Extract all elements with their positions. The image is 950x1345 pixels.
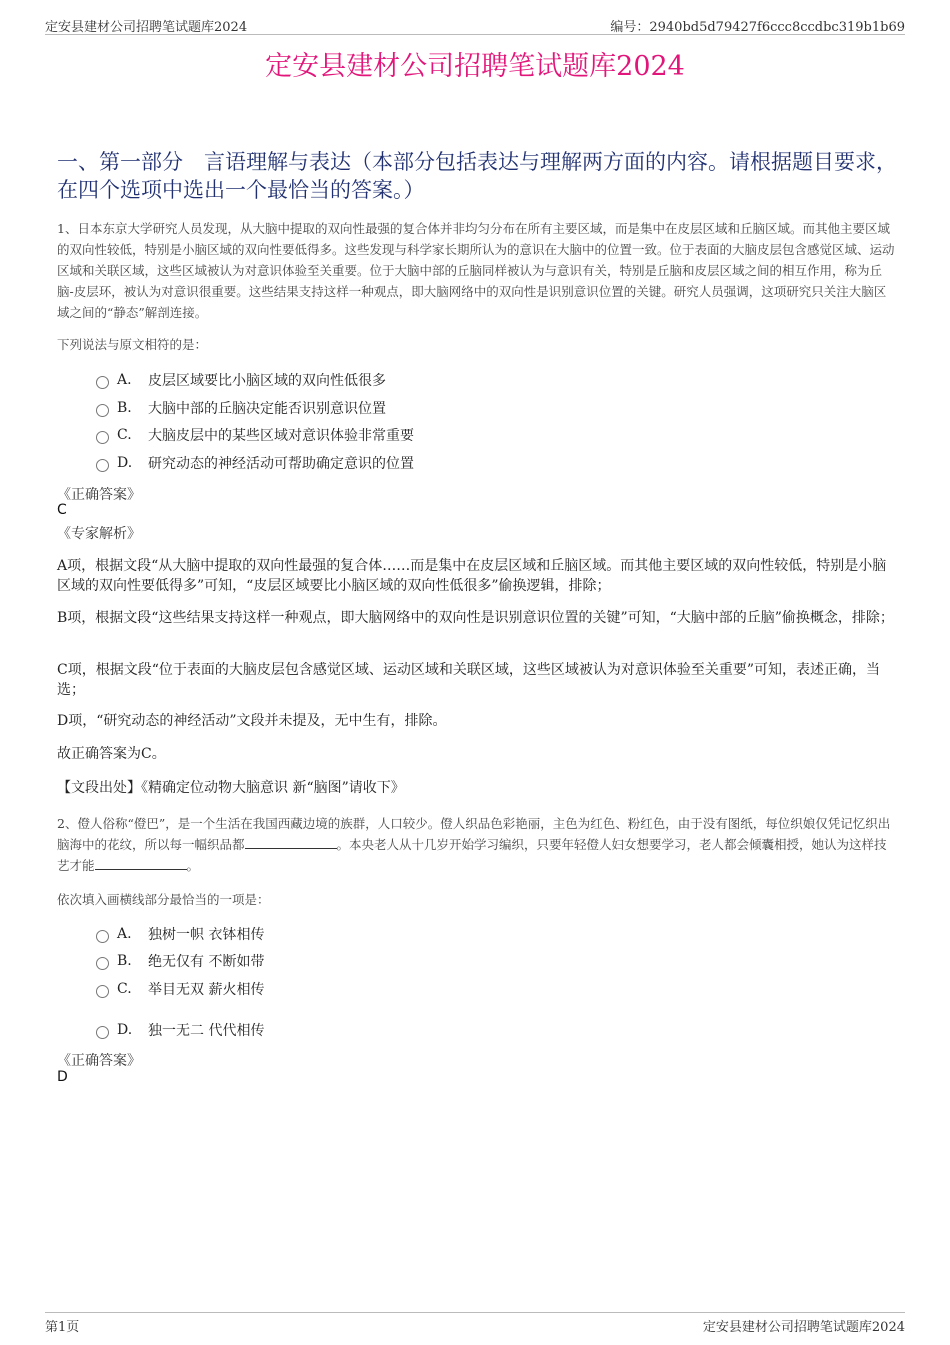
option-letter: B.	[117, 953, 132, 969]
option-text: 皮层区域要比小脑区域的双向性低很多	[148, 373, 386, 389]
q1-analysis-b: B项，根据文段“这些结果支持这样一种观点，即大脑网络中的双向性是识别意识位置的关键”可知，“大脑中部的丘脑”偷换概念，排除；	[57, 610, 894, 626]
option-letter: B.	[117, 400, 132, 416]
option-text: 独树一帜 衣钵相传	[148, 927, 265, 943]
option-letter: A.	[117, 372, 132, 388]
option-text: 举目无双 薪火相传	[148, 982, 265, 998]
header-doc-title: 定安县建材公司招聘笔试题库2024	[45, 20, 248, 35]
option-text: 大脑皮层中的某些区域对意识体验非常重要	[148, 428, 414, 444]
q1-source: 【文段出处】《精确定位动物大脑意识 新“脑图”请收下》	[57, 780, 405, 796]
option-text: 绝无仅有 不断如带	[148, 954, 265, 970]
radio-icon[interactable]	[96, 459, 109, 472]
q1-analysis-label: 《专家解析》	[57, 526, 141, 542]
q2-text-middle: 。本央老人从十几岁开始学习编织，只要年轻僜人妇女想要学习，老人都会倾囊相授，她认为这样技艺才能	[57, 837, 887, 873]
radio-icon[interactable]	[96, 404, 109, 417]
page-header	[45, 14, 905, 35]
option-letter: A.	[117, 926, 132, 942]
page-footer	[45, 1312, 905, 1333]
radio-icon[interactable]	[96, 431, 109, 444]
q1-analysis-c: C项，根据文段“位于表面的大脑皮层包含感觉区域、运动区域和关联区域，这些区域被认为对意识体验至关重要”可知，表述正确，当选；	[57, 662, 881, 698]
radio-icon[interactable]	[96, 930, 109, 943]
q2-answer-label: 《正确答案》	[57, 1053, 141, 1069]
q2-answer: D	[57, 1069, 68, 1085]
q1-conclusion: 故正确答案为C。	[57, 746, 166, 762]
option-letter: D.	[117, 1022, 133, 1038]
q1-option-c[interactable]	[96, 425, 414, 445]
q1-analysis-a: A项，根据文段“从大脑中提取的双向性最强的复合体……而是集中在皮层区域和丘脑区域。而其他主要区域的双向性较低，特别是小脑区域的双向性要低得多”可知，“皮层区域要比小脑区域的双向性低很多”偷换逻辑，排除；	[57, 558, 887, 594]
page-title: 定安县建材公司招聘笔试题库2024	[265, 51, 685, 82]
q1-analysis-d: D项，“研究动态的神经活动”文段并未提及，无中生有，排除。	[57, 713, 447, 729]
q1-answer-label: 《正确答案》	[57, 487, 141, 503]
option-text: 研究动态的神经活动可帮助确定意识的位置	[148, 456, 414, 472]
option-letter: C.	[117, 427, 132, 443]
radio-icon[interactable]	[96, 376, 109, 389]
q1-option-d[interactable]	[96, 453, 414, 473]
q1-prompt: 下列说法与原文相符的是：	[57, 337, 208, 352]
q2-text-before: 2、僜人俗称“僜巴”，是一个生活在我国西藏边境的族群，人口较少。僜人织品色彩艳丽，主色为红色、粉红色，由于没有图纸，每位织娘仅凭记忆织出脑海中的花纹，所以每一幅织品都	[57, 816, 891, 852]
footer-doc-title: 定安县建材公司招聘笔试题库2024	[702, 1320, 905, 1335]
header-doc-id: 编号：2940bd5d79427f6ccc8ccdbc319b1b69	[610, 20, 905, 35]
q1-passage: 1、日本东京大学研究人员发现，从大脑中提取的双向性最强的复合体并非均匀分布在所有主要区域，而是集中在皮层区域和丘脑区域。而其他主要区域的双向性较低，特别是小脑区域的双向性要低得多。这些发现与科学家长期所认为的意识在大脑中的位置一致。位于表面的大脑皮层包含感觉区域、运动区域和关联区域，这些区域被认为对意识体验至关重要。位于大脑中部的丘脑同样被认为与意识有关，特别是丘脑和皮层区域之间的相互作用，称为丘脑-皮层环，被认为对意识很重要。这些结果支持这样一种观点，即大脑网络中的双向性是识别意识位置的关键。研究人员强调，这项研究只关注大脑区域之间的“静态”解剖连接。	[57, 221, 895, 320]
radio-icon[interactable]	[96, 957, 109, 970]
fill-blank-2	[95, 857, 187, 870]
q2-option-d[interactable]	[96, 1020, 264, 1040]
option-letter: C.	[117, 981, 132, 997]
q2-text-end: 。	[186, 858, 200, 873]
q2-prompt: 依次填入画横线部分最恰当的一项是：	[57, 892, 270, 907]
option-text: 大脑中部的丘脑决定能否识别意识位置	[148, 401, 386, 417]
q2-option-b[interactable]	[96, 951, 264, 971]
option-letter: D.	[117, 455, 133, 471]
q2-option-c[interactable]	[96, 979, 264, 999]
option-text: 独一无二 代代相传	[148, 1023, 265, 1039]
q1-answer: C	[57, 502, 67, 518]
radio-icon[interactable]	[96, 985, 109, 998]
q2-option-a[interactable]	[96, 924, 264, 944]
q1-option-a[interactable]	[96, 370, 386, 390]
q1-option-b[interactable]	[96, 398, 386, 418]
radio-icon[interactable]	[96, 1026, 109, 1039]
page-number: 第1页	[45, 1320, 80, 1335]
section-heading: 一、第一部分 言语理解与表达（本部分包括表达与理解两方面的内容。请根据题目要求，在四个选项中选出一个最恰当的答案。）	[57, 150, 897, 202]
q2-passage	[57, 813, 897, 876]
fill-blank-1	[245, 836, 337, 849]
